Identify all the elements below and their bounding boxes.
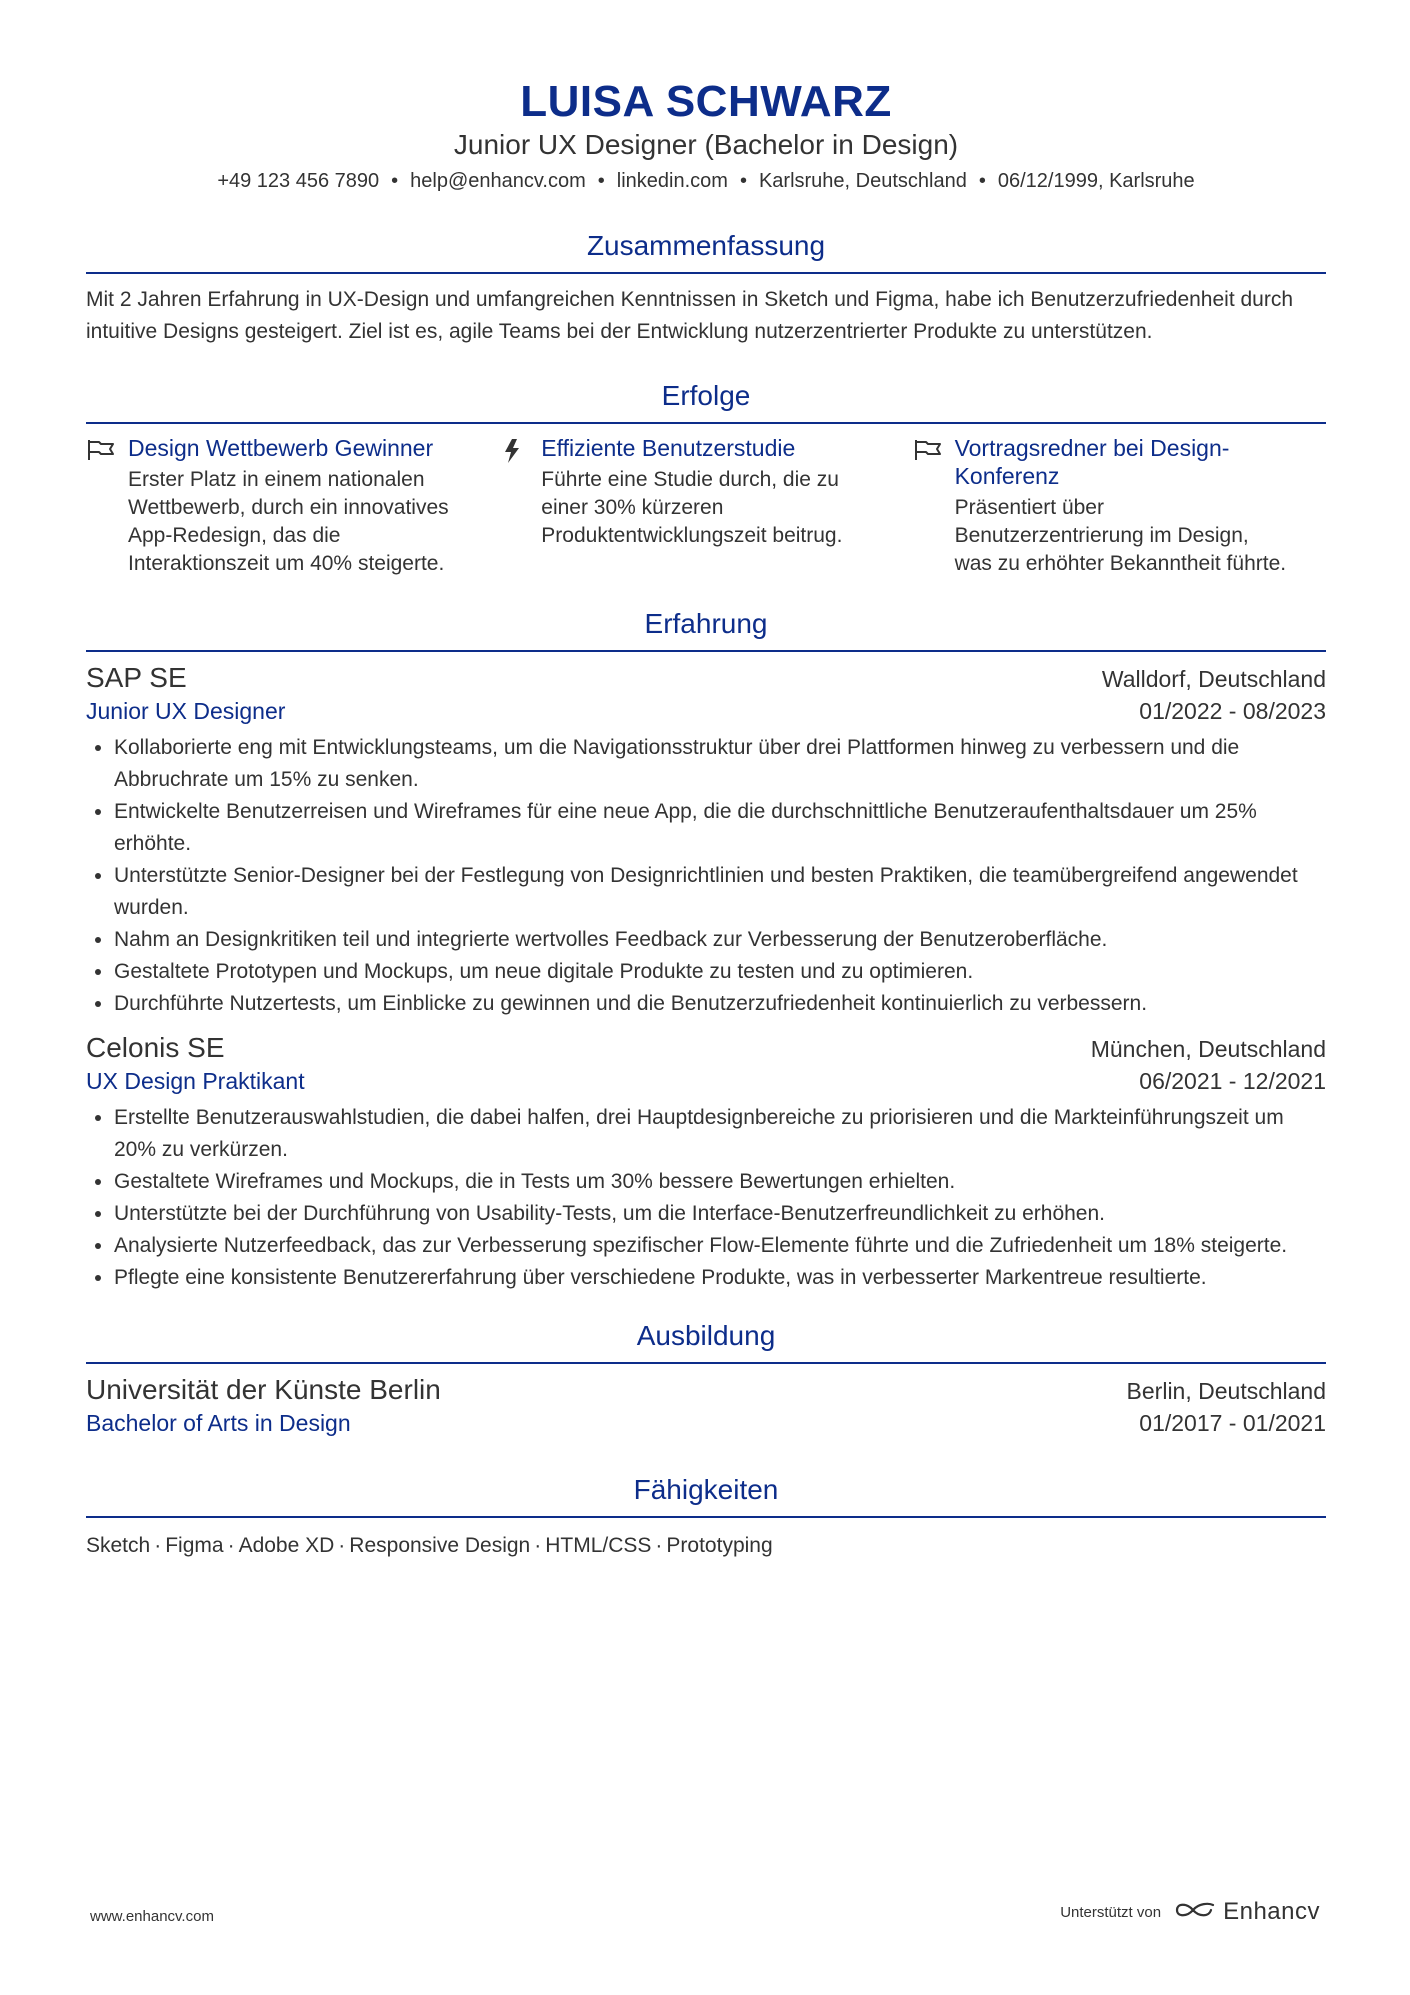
job-bullet: • Unterstützte bei der Durchführung von Usability-Tests, um die Interface-Benutzerfreundlichkeit zu erhöhen. (114, 1198, 1326, 1230)
skill-separator: · (655, 1534, 663, 1557)
skill-item: Adobe XD (238, 1534, 335, 1557)
job-entry (86, 660, 1326, 1020)
job-bullet: • Unterstützte Senior-Designer bei der Festlegung von Designrichtlinien und besten Praktiken, die teamübergreifend angewendet wurden. (114, 860, 1326, 924)
job-bullet: • Erstellte Benutzerauswahlstudien, die dabei halfen, drei Hauptdesignbereiche zu priorisieren und die Markteinführungszeit um 20% zu verkürzen. (114, 1102, 1326, 1166)
achievement-desc: Präsentiert über Benutzerzentrierung im Design, was zu erhöhter Bekanntheit führte. (954, 496, 1287, 575)
skill-item: Figma (165, 1534, 224, 1557)
contact-separator: • (978, 170, 986, 192)
resume-page (86, 0, 1326, 1562)
brand-name: Enhancv (1223, 1898, 1320, 1925)
powered-by-label: Unterstützt von (1060, 1903, 1162, 1921)
skill-item: Responsive Design (349, 1534, 531, 1557)
skill-item: Sketch (86, 1534, 151, 1557)
education-location: Berlin, Deutschland (1126, 1378, 1326, 1404)
job-bullets (86, 1102, 1326, 1294)
skill-separator: · (227, 1534, 235, 1557)
contact-phone: +49 123 456 7890 (217, 170, 380, 192)
job-bullet: • Nahm an Designkritiken teil und integrierte wertvolles Feedback zur Verbesserung der Benutzeroberfläche. (114, 924, 1326, 956)
achievement-item (499, 434, 912, 578)
job-bullet: • Entwickelte Benutzerreisen und Wireframes für eine neue App, die die durchschnittliche Benutzeraufenthaltsdauer um 25% erhöhte. (114, 796, 1326, 860)
job-role: UX Design Praktikant (86, 1068, 305, 1094)
contact-linkedin[interactable]: linkedin.com (616, 170, 728, 192)
job-dates: 01/2022 - 08/2023 (1139, 698, 1326, 724)
achievement-title: Vortragsredner bei Design-Konferenz (954, 435, 1230, 489)
skill-item: Prototyping (666, 1534, 773, 1557)
education-dates: 01/2017 - 01/2021 (1139, 1410, 1326, 1436)
job-location: Walldorf, Deutschland (1101, 666, 1326, 692)
contact-email[interactable]: help@enhancv.com (410, 170, 586, 192)
skills-list (86, 1530, 1326, 1562)
skill-separator: · (534, 1534, 542, 1557)
job-entry (86, 1030, 1326, 1294)
contact-location: Karlsruhe, Deutschland (758, 170, 967, 192)
contact-separator: • (597, 170, 605, 192)
education-entry (86, 1372, 1326, 1438)
job-company: SAP SE (86, 662, 187, 693)
achievement-title: Design Wettbewerb Gewinner (128, 435, 434, 461)
contact-birth: 06/12/1999, Karlsruhe (997, 170, 1195, 192)
achievement-title: Effiziente Benutzerstudie (541, 435, 796, 461)
job-bullet: • Pflegte eine konsistente Benutzererfahrung über verschiedene Produkte, was in verbesserter Markentreue resultierte. (114, 1262, 1326, 1294)
job-role: Junior UX Designer (86, 698, 286, 724)
achievement-item (86, 434, 499, 578)
job-bullet: • Gestaltete Wireframes und Mockups, die in Tests um 30% bessere Bewertungen erhielten. (114, 1166, 1326, 1198)
footer-branding (1060, 1898, 1320, 1926)
achievements-section (86, 378, 1326, 578)
skill-separator: · (338, 1534, 346, 1557)
flag-icon (86, 434, 128, 578)
job-company: Celonis SE (86, 1032, 225, 1063)
candidate-subtitle: Junior UX Designer (Bachelor in Design) (453, 129, 959, 160)
experience-section (86, 606, 1326, 1294)
job-bullet: • Gestaltete Prototypen und Mockups, um neue digitale Produkte zu testen und zu optimieren. (114, 956, 1326, 988)
achievement-item (913, 434, 1326, 578)
achievement-desc: Führte eine Studie durch, die zu einer 30% kürzeren Produktentwicklungszeit beitrug. (541, 468, 843, 547)
skill-item: HTML/CSS (545, 1534, 652, 1557)
education-school: Universität der Künste Berlin (86, 1374, 441, 1405)
section-title-education: Ausbildung (86, 1318, 1326, 1364)
contact-line (86, 168, 1326, 194)
skills-section (86, 1472, 1326, 1562)
job-bullet: • Kollaborierte eng mit Entwicklungsteams, um die Navigationsstruktur über drei Plattformen hinweg zu verbessern und die Abbruchrate um 15% zu senken. (114, 732, 1326, 796)
contact-separator: • (739, 170, 747, 192)
job-dates: 06/2021 - 12/2021 (1139, 1068, 1326, 1094)
job-bullet: • Durchführte Nutzertests, um Einblicke zu gewinnen und die Benutzerzufriedenheit kontinuierlich zu verbessern. (114, 988, 1326, 1020)
job-bullet: • Analysierte Nutzerfeedback, das zur Verbesserung spezifischer Flow-Elemente führte und die Zufriedenheit um 18% steigerte. (114, 1230, 1326, 1262)
section-title-summary: Zusammenfassung (86, 228, 1326, 274)
footer-website[interactable]: www.enhancv.com (90, 1908, 214, 1925)
candidate-name: LUISA SCHWARZ (520, 77, 892, 126)
job-location: München, Deutschland (1090, 1036, 1326, 1062)
lightning-icon (499, 434, 541, 578)
job-bullets (86, 732, 1326, 1020)
contact-separator: • (391, 170, 399, 192)
flag-icon (913, 434, 955, 578)
section-title-skills: Fähigkeiten (86, 1472, 1326, 1518)
summary-section (86, 228, 1326, 348)
section-title-achievements: Erfolge (86, 378, 1326, 424)
summary-text: Mit 2 Jahren Erfahrung in UX-Design und umfangreichen Kenntnissen in Sketch und Figma, habe ich Benutzerzufriedenheit durch intuitive Designs gesteigert. Ziel ist es, agile Teams bei der Entwicklung nutzerzentrierter Produkte zu unterstützen. (86, 288, 1294, 343)
enhancv-logo-icon (1173, 1899, 1217, 1925)
achievement-desc: Erster Platz in einem nationalen Wettbewerb, durch ein innovatives App-Redesign, das die Interaktionszeit um 40% steigerte. (128, 468, 449, 575)
education-section (86, 1318, 1326, 1438)
education-degree: Bachelor of Arts in Design (86, 1410, 351, 1436)
skill-separator: · (154, 1534, 162, 1557)
section-title-experience: Erfahrung (86, 606, 1326, 652)
